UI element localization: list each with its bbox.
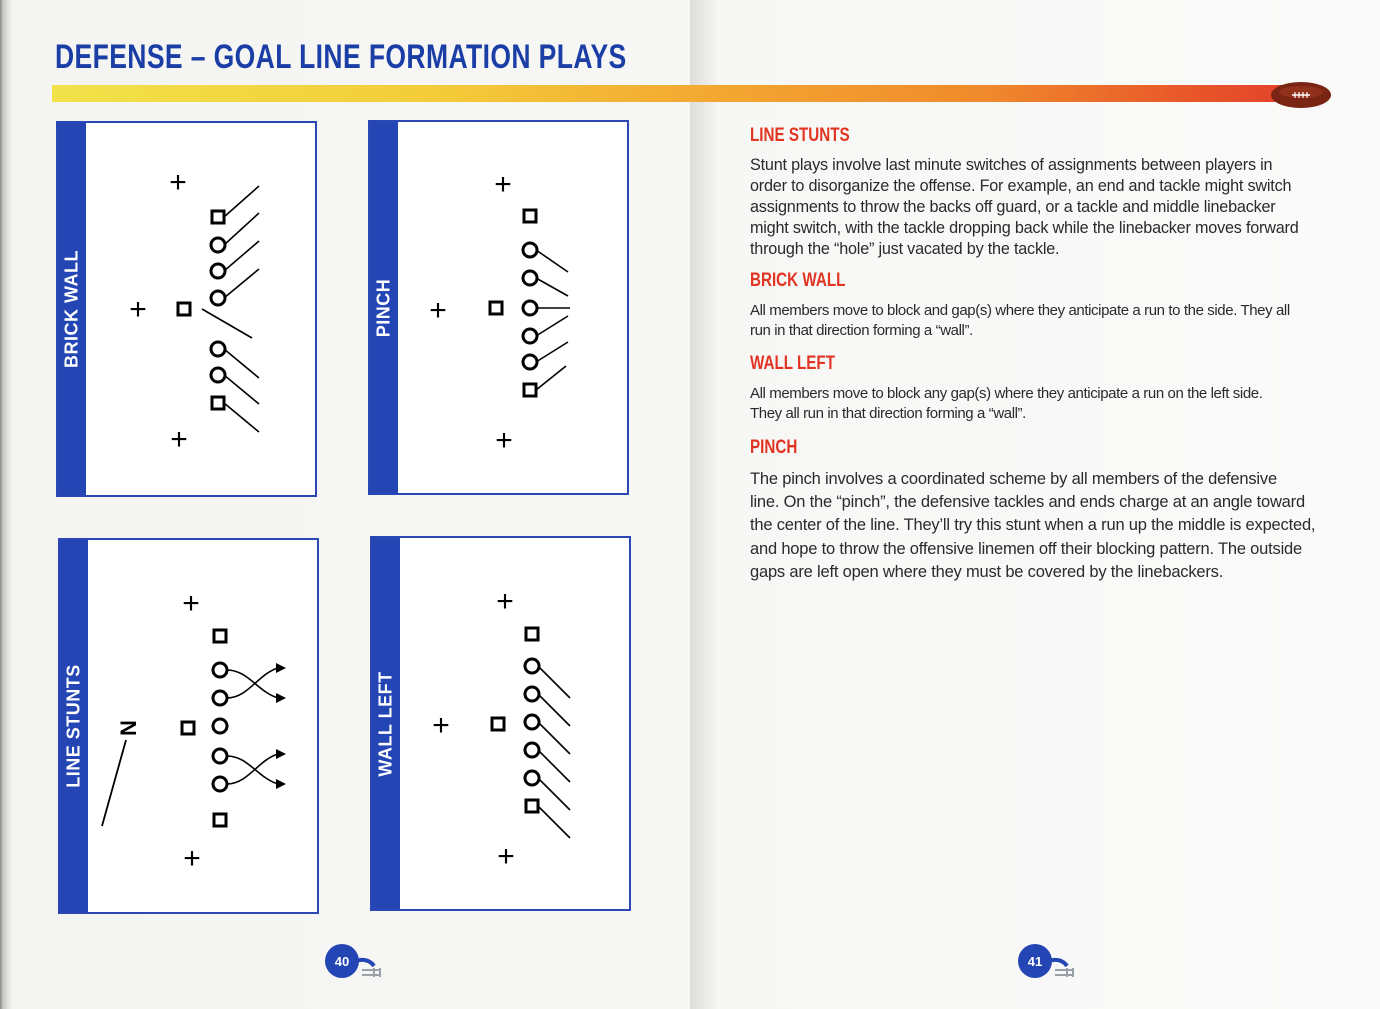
text-line: the center of the line. They’ll try this stunt when a run up the middle is expected, — [750, 516, 1316, 535]
play-tab — [60, 540, 88, 912]
section-heading-wall-left: WALL LEFT — [750, 353, 835, 374]
play-diagram-pinch — [398, 122, 627, 493]
text-line: line. On the “pinch”, the defensive tackles and ends charge at an angle toward — [750, 493, 1305, 512]
helmet-icon — [352, 956, 384, 980]
linebacker-marker: + — [495, 424, 513, 457]
linebacker-marker: + — [497, 840, 515, 873]
section-body-line-stunts — [750, 155, 1299, 260]
play-card-wall-left — [370, 536, 631, 911]
text-line: and hope to throw the offensive linemen off their blocking pattern. The outside — [750, 539, 1302, 558]
linebacker-marker: + — [129, 293, 147, 326]
text-line: They all run in that direction forming a “wall”. — [750, 405, 1026, 422]
text-line: assignments to throw the backs off guard, or a tackle and middle linebacker — [750, 198, 1276, 216]
text-line: Stunt plays involve last minute switches of assignments between players in — [750, 156, 1273, 174]
text-line: The pinch involves a coordinated scheme by all members of the defensive — [750, 470, 1277, 488]
play-tab — [58, 123, 86, 495]
stunt-marker: N — [116, 720, 141, 736]
play-tab — [372, 538, 400, 909]
helmet-icon — [1045, 956, 1077, 980]
section-heading-line-stunts: LINE STUNTS — [750, 125, 850, 146]
play-diagram-line-stunts — [88, 540, 317, 912]
play-tab — [370, 122, 398, 493]
linebacker-marker: + — [496, 585, 514, 618]
linebacker-marker: + — [182, 587, 200, 620]
play-diagram-brick-wall — [86, 123, 315, 495]
page-number-right: 41 — [1018, 944, 1052, 978]
section-body-wall-left — [750, 384, 1262, 424]
play-card-pinch — [368, 120, 629, 495]
play-card-line-stunts — [58, 538, 319, 914]
section-heading-pinch: PINCH — [750, 437, 798, 458]
linebacker-marker: + — [432, 709, 450, 742]
text-line: All members move to block and gap(s) where they anticipate a run to the side. They all — [750, 302, 1290, 319]
linebacker-marker: + — [170, 423, 188, 456]
play-label: PINCH — [373, 278, 394, 337]
page-number-left: 40 — [325, 944, 359, 978]
play-label: LINE STUNTS — [63, 664, 84, 788]
text-line: All members move to block any gap(s) where they anticipate a run on the left side. — [750, 385, 1263, 402]
text-line: order to disorganize the offense. For example, an end and tackle might switch — [750, 177, 1292, 195]
linebacker-marker: + — [429, 294, 447, 327]
section-heading-brick-wall: BRICK WALL — [750, 270, 846, 291]
section-body-brick-wall — [750, 301, 1290, 341]
text-line: gaps are left open where they must be covered by the linebackers. — [750, 562, 1224, 581]
page-title: DEFENSE – GOAL LINE FORMATION PLAYS — [55, 38, 627, 76]
play-label: WALL LEFT — [375, 670, 396, 777]
play-label: BRICK WALL — [61, 250, 82, 368]
section-body-pinch — [750, 468, 1315, 584]
text-line: might switch, with the tackle dropping back while the linebacker moves forward — [750, 219, 1299, 237]
football-icon — [1270, 80, 1332, 110]
play-diagram-wall-left — [400, 538, 629, 909]
linebacker-marker: + — [183, 842, 201, 875]
linebacker-marker: + — [494, 168, 512, 201]
title-color-bar — [52, 85, 1292, 102]
text-line: run in that direction forming a “wall”. — [750, 322, 973, 339]
linebacker-marker: + — [169, 166, 187, 199]
play-card-brick-wall — [56, 121, 317, 497]
text-line: through the “hole” just vacated by the tackle. — [750, 240, 1060, 258]
